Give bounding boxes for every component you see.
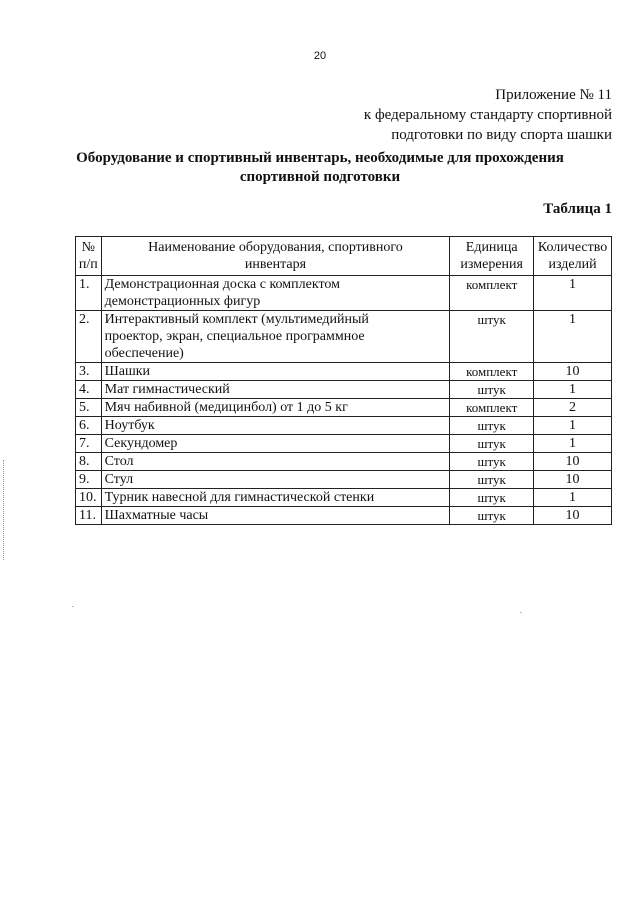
header-num-line: № [81,240,95,255]
scan-speck [520,612,522,613]
row-quantity: 1 [534,489,612,507]
row-quantity: 10 [534,453,612,471]
row-unit: комплект [450,276,534,311]
row-number: 9. [76,471,102,489]
row-name: Ноутбук [101,417,450,435]
document-title [40,149,600,187]
row-unit: штук [450,417,534,435]
row-quantity: 1 [534,381,612,399]
row-quantity: 1 [534,311,612,363]
table-row [76,311,612,363]
header-unit-line: измерения [460,257,523,272]
row-quantity: 10 [534,507,612,525]
row-name [101,276,450,311]
row-name-line: обеспечение) [104,346,184,361]
appendix-line-1: Приложение № 11 [495,87,612,103]
row-quantity: 1 [534,276,612,311]
row-name-line: демонстрационных фигур [104,294,261,309]
row-name-line: проектор, экран, специальное программное [104,329,365,344]
table-row [76,417,612,435]
header-unit-line: Единица [465,240,518,255]
header-qty-line: Количество [537,240,608,255]
row-number: 10. [76,489,102,507]
table-row [76,489,612,507]
row-number: 5. [76,399,102,417]
row-unit: штук [450,471,534,489]
row-unit: штук [450,489,534,507]
table-row [76,276,612,311]
header-name-line: инвентаря [244,257,307,272]
table-row [76,435,612,453]
row-quantity: 1 [534,417,612,435]
header-qty-line: изделий [548,257,597,272]
table-row [76,381,612,399]
appendix-header [364,85,612,145]
table-row [76,507,612,525]
row-quantity: 10 [534,471,612,489]
row-name-line: Демонстрационная доска с комплектом [104,277,340,292]
row-unit: комплект [450,363,534,381]
row-unit: штук [450,507,534,525]
row-number: 11. [76,507,102,525]
row-unit: штук [450,381,534,399]
row-number: 4. [76,381,102,399]
row-name [101,311,450,363]
row-number: 7. [76,435,102,453]
appendix-line-3: подготовки по виду спорта шашки [391,127,612,143]
table-row [76,399,612,417]
row-name: Мат гимнастический [101,381,450,399]
header-num-line: п/п [78,257,98,272]
row-quantity: 10 [534,363,612,381]
table-header-row [76,237,612,276]
row-name: Секундомер [101,435,450,453]
row-name: Шашки [101,363,450,381]
row-unit: комплект [450,399,534,417]
row-name: Турник навесной для гимнастической стенки [101,489,450,507]
row-number: 1. [76,276,102,311]
row-unit: штук [450,453,534,471]
equipment-table [75,236,612,525]
header-name [101,237,450,276]
row-name: Шахматные часы [101,507,450,525]
header-num [76,237,102,276]
row-number: 3. [76,363,102,381]
table-row [76,471,612,489]
page-number: 20 [313,50,327,62]
row-name: Стул [101,471,450,489]
row-name: Мяч набивной (медицинбол) от 1 до 5 кг [101,399,450,417]
row-unit: штук [450,435,534,453]
header-name-line: Наименование оборудования, спортивного [148,240,403,255]
header-qty [534,237,612,276]
table-row [76,453,612,471]
table-label: Таблица 1 [543,201,612,217]
row-quantity: 2 [534,399,612,417]
header-unit [450,237,534,276]
row-number: 6. [76,417,102,435]
scan-margin-marks [3,460,6,560]
scan-speck [72,606,74,607]
row-unit: штук [450,311,534,363]
row-name-line: Интерактивный комплект (мультимедийный [104,312,369,327]
document-title-line-2: спортивной подготовки [239,169,401,185]
row-quantity: 1 [534,435,612,453]
row-number: 8. [76,453,102,471]
table-row [76,363,612,381]
document-title-line-1: Оборудование и спортивный инвентарь, необходимые для прохождения [76,150,564,166]
appendix-line-2: к федеральному стандарту спортивной [363,107,612,123]
row-name: Стол [101,453,450,471]
row-number: 2. [76,311,102,363]
